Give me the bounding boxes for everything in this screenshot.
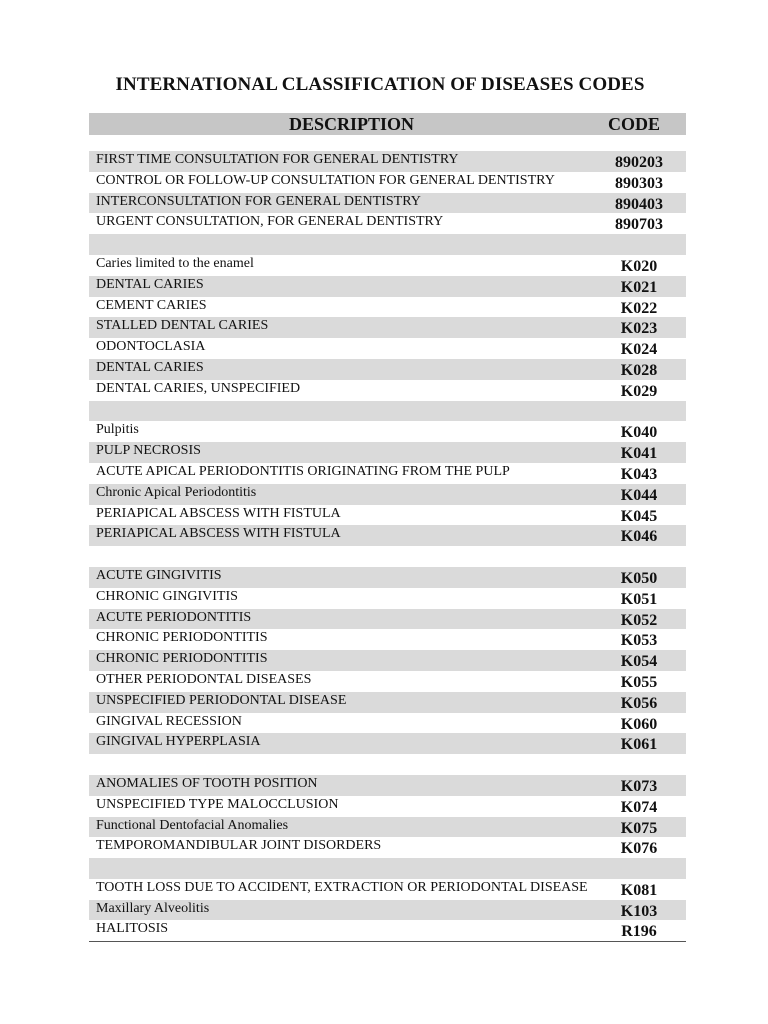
table-row [89,505,686,526]
table-row [89,609,686,630]
code-cell: K021 [620,278,658,296]
table-row [89,796,686,817]
code-cell: 890703 [615,216,663,234]
description-cell: DENTAL CARIES [96,276,204,292]
description-cell: CONTROL OR FOLLOW-UP CONSULTATION FOR GENERAL DENTISTRY [96,172,555,188]
description-cell: ANOMALIES OF TOOTH POSITION [96,775,318,791]
header-spacer [89,135,686,151]
code-cell: K050 [620,569,658,587]
section-separator-row [89,858,686,879]
description-cell: ACUTE PERIODONTITIS [96,609,252,625]
description-cell: OTHER PERIODONTAL DISEASES [96,671,312,687]
description-column-header: DESCRIPTION [288,114,415,134]
description-cell: TEMPOROMANDIBULAR JOINT DISORDERS [96,838,382,854]
description-cell: PERIAPICAL ABSCESS WITH FISTULA [96,526,341,542]
code-cell: K053 [620,632,658,650]
document-title: INTERNATIONAL CLASSIFICATION OF DISEASES CODES [115,74,645,95]
description-cell: PULP NECROSIS [96,443,201,459]
table-row [89,920,686,941]
code-cell: K045 [620,507,658,525]
section-separator-row [89,754,686,775]
description-cell: HALITOSIS [96,921,169,937]
code-cell: R196 [621,923,657,941]
section-separator-row [89,401,686,422]
code-cell: K076 [620,840,658,858]
table-row [89,650,686,671]
code-cell: K081 [620,881,658,899]
description-cell: DENTAL CARIES [96,359,204,375]
table-row [89,255,686,276]
table-row [89,692,686,713]
code-cell: K040 [620,424,658,442]
table-row [89,817,686,838]
description-cell: Functional Dentofacial Anomalies [96,817,289,833]
code-cell: K051 [620,590,658,608]
code-column-header: CODE [607,114,660,134]
description-cell: INTERCONSULTATION FOR GENERAL DENTISTRY [96,193,421,209]
code-cell: K028 [620,361,658,379]
code-cell: K055 [620,673,658,691]
description-cell: TOOTH LOSS DUE TO ACCIDENT, EXTRACTION OR PERIODONTAL DISEASE [96,879,588,895]
code-cell: K020 [620,257,658,275]
icd-codes-table [89,113,686,942]
table-row [89,276,686,297]
code-cell: K022 [620,299,658,317]
code-cell: K043 [620,465,658,483]
description-cell: STALLED DENTAL CARIES [96,318,269,334]
description-cell: GINGIVAL RECESSION [96,713,242,729]
code-cell: K023 [620,320,658,338]
table-row [89,172,686,193]
description-cell: PERIAPICAL ABSCESS WITH FISTULA [96,505,341,521]
table-row [89,421,686,442]
description-cell: FIRST TIME CONSULTATION FOR GENERAL DENTISTRY [96,152,459,167]
description-cell: Chronic Apical Periodontitis [96,484,257,500]
description-cell: CHRONIC PERIODONTITIS [96,651,268,667]
table-header [89,113,686,135]
table-row [89,317,686,338]
description-cell: CEMENT CARIES [96,297,207,313]
code-cell: K044 [620,486,658,504]
description-cell: UNSPECIFIED PERIODONTAL DISEASE [96,692,347,708]
description-cell: ACUTE GINGIVITIS [96,567,222,583]
code-cell: K046 [620,528,658,546]
code-cell: K103 [620,902,658,920]
table-row [89,213,686,234]
table-row [89,900,686,921]
description-cell: UNSPECIFIED TYPE MALOCCLUSION [96,796,339,812]
table-row [89,359,686,380]
description-cell: CHRONIC PERIODONTITIS [96,630,268,646]
code-cell: 890303 [615,174,663,192]
table-row [89,484,686,505]
table-row [89,629,686,650]
table-row [89,713,686,734]
code-cell: 890403 [615,195,663,213]
table-row [89,442,686,463]
table-row [89,297,686,318]
table-row [89,338,686,359]
table-row [89,775,686,796]
description-cell: Caries limited to the enamel [96,255,254,271]
table-row [89,525,686,546]
code-cell: K056 [620,694,658,712]
code-cell: K054 [620,653,658,671]
description-cell: Maxillary Alveolitis [96,900,210,916]
table-row [89,463,686,484]
section-separator-row [89,546,686,567]
description-cell: ACUTE APICAL PERIODONTITIS ORIGINATING FROM THE PULP [96,463,510,479]
code-cell: 890203 [615,154,663,171]
table-body [89,151,686,941]
code-cell: K029 [620,382,658,400]
code-cell: K060 [620,715,658,733]
description-cell: ODONTOCLASIA [96,339,206,355]
table-row [89,588,686,609]
table-row [89,671,686,692]
table-row [89,151,686,172]
table-row [89,837,686,858]
table-row [89,567,686,588]
section-separator-row [89,234,686,255]
description-cell: URGENT CONSULTATION, FOR GENERAL DENTISTRY [96,214,444,230]
code-cell: K075 [620,819,658,837]
code-cell: K052 [620,611,658,629]
description-cell: CHRONIC GINGIVITIS [96,588,238,604]
code-cell: K073 [620,777,658,795]
table-row [89,380,686,401]
code-cell: K041 [620,445,658,463]
description-cell: Pulpitis [96,422,139,438]
table-row [89,879,686,900]
code-cell: K024 [620,341,658,359]
description-cell: DENTAL CARIES, UNSPECIFIED [96,380,301,396]
code-cell: K061 [620,736,658,754]
table-row [89,733,686,754]
code-cell: K074 [620,798,658,816]
description-cell: GINGIVAL HYPERPLASIA [96,734,261,750]
table-row [89,193,686,214]
